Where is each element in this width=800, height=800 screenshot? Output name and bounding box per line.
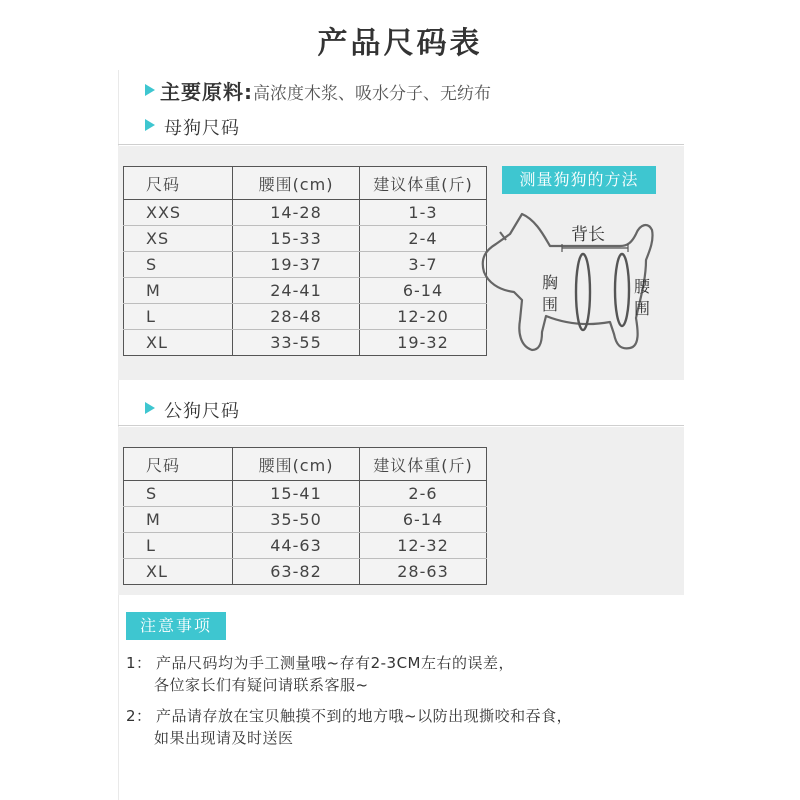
waist-girth-label [634, 276, 650, 320]
weight-cell: 19-32 [360, 330, 487, 356]
notice-line: 产品尺码均为手工测量哦~存有2-3CM左右的误差， [156, 654, 514, 672]
table-header-row [124, 167, 487, 200]
weight-cell: 12-32 [360, 533, 487, 559]
chest-char-1: 胸 [542, 273, 559, 292]
back-length-label: 背长 [571, 225, 605, 245]
panel-top-line [118, 425, 684, 426]
size-cell: XXS [124, 200, 233, 226]
chest-char-2: 围 [542, 295, 559, 314]
waist-cell: 15-33 [233, 226, 360, 252]
table-row [124, 481, 487, 507]
size-cell: L [124, 304, 233, 330]
weight-cell: 12-20 [360, 304, 487, 330]
table-row [124, 507, 487, 533]
material-line: 主要原料:高浓度木浆、吸水分子、无纺布 [160, 80, 491, 104]
material-label: 主要原料 [160, 80, 244, 104]
table-row [124, 304, 487, 330]
notice-number: 1： [126, 654, 152, 672]
notice-line: 产品请存放在宝贝触摸不到的地方哦~以防出现撕咬和吞食， [156, 707, 573, 725]
waist-cell: 44-63 [233, 533, 360, 559]
table-row [124, 330, 487, 356]
table-row [124, 278, 487, 304]
header-weight: 建议体重(斤) [360, 167, 487, 200]
female-size-table [123, 166, 487, 356]
header-size: 尺码 [124, 167, 233, 200]
measure-method-label: 测量狗狗的方法 [502, 166, 656, 194]
weight-cell: 2-4 [360, 226, 487, 252]
panel-top-line [118, 144, 684, 145]
page-title: 产品尺码表 [317, 26, 483, 61]
size-cell: L [124, 533, 233, 559]
waist-cell: 14-28 [233, 200, 360, 226]
triangle-arrow-icon [145, 119, 155, 131]
table-row [124, 533, 487, 559]
size-cell: S [124, 481, 233, 507]
waist-cell: 63-82 [233, 559, 360, 585]
waist-cell: 33-55 [233, 330, 360, 356]
notice-line: 如果出现请及时送医 [154, 729, 294, 747]
weight-cell: 6-14 [360, 507, 487, 533]
waist-cell: 15-41 [233, 481, 360, 507]
header-waist: 腰围(cm) [233, 448, 360, 481]
weight-cell: 3-7 [360, 252, 487, 278]
waist-cell: 24-41 [233, 278, 360, 304]
waist-char-2: 围 [634, 299, 651, 318]
table-header-row [124, 448, 487, 481]
female-section-label: 母狗尺码 [164, 118, 240, 139]
chest-girth-label [542, 272, 558, 316]
table-row [124, 252, 487, 278]
notice-item [126, 705, 572, 749]
weight-cell: 28-63 [360, 559, 487, 585]
header-size: 尺码 [124, 448, 233, 481]
size-cell: M [124, 278, 233, 304]
waist-cell: 35-50 [233, 507, 360, 533]
size-cell: XS [124, 226, 233, 252]
table-row [124, 200, 487, 226]
notice-line: 各位家长们有疑问请联系客服~ [154, 676, 369, 694]
weight-cell: 2-6 [360, 481, 487, 507]
notice-number: 2： [126, 707, 152, 725]
male-size-table [123, 447, 487, 585]
waist-char-1: 腰 [634, 277, 651, 296]
size-cell: S [124, 252, 233, 278]
table-row [124, 559, 487, 585]
notice-title: 注意事项 [126, 612, 226, 640]
size-cell: M [124, 507, 233, 533]
table-row [124, 226, 487, 252]
material-value: 高浓度木浆、吸水分子、无纺布 [253, 84, 491, 104]
waist-cell: 19-37 [233, 252, 360, 278]
triangle-arrow-icon [145, 402, 155, 414]
male-section-label: 公狗尺码 [164, 401, 240, 422]
size-cell: XL [124, 330, 233, 356]
notice-item [126, 652, 514, 696]
weight-cell: 6-14 [360, 278, 487, 304]
triangle-arrow-icon [145, 84, 155, 96]
size-cell: XL [124, 559, 233, 585]
weight-cell: 1-3 [360, 200, 487, 226]
waist-cell: 28-48 [233, 304, 360, 330]
header-weight: 建议体重(斤) [360, 448, 487, 481]
header-waist: 腰围(cm) [233, 167, 360, 200]
